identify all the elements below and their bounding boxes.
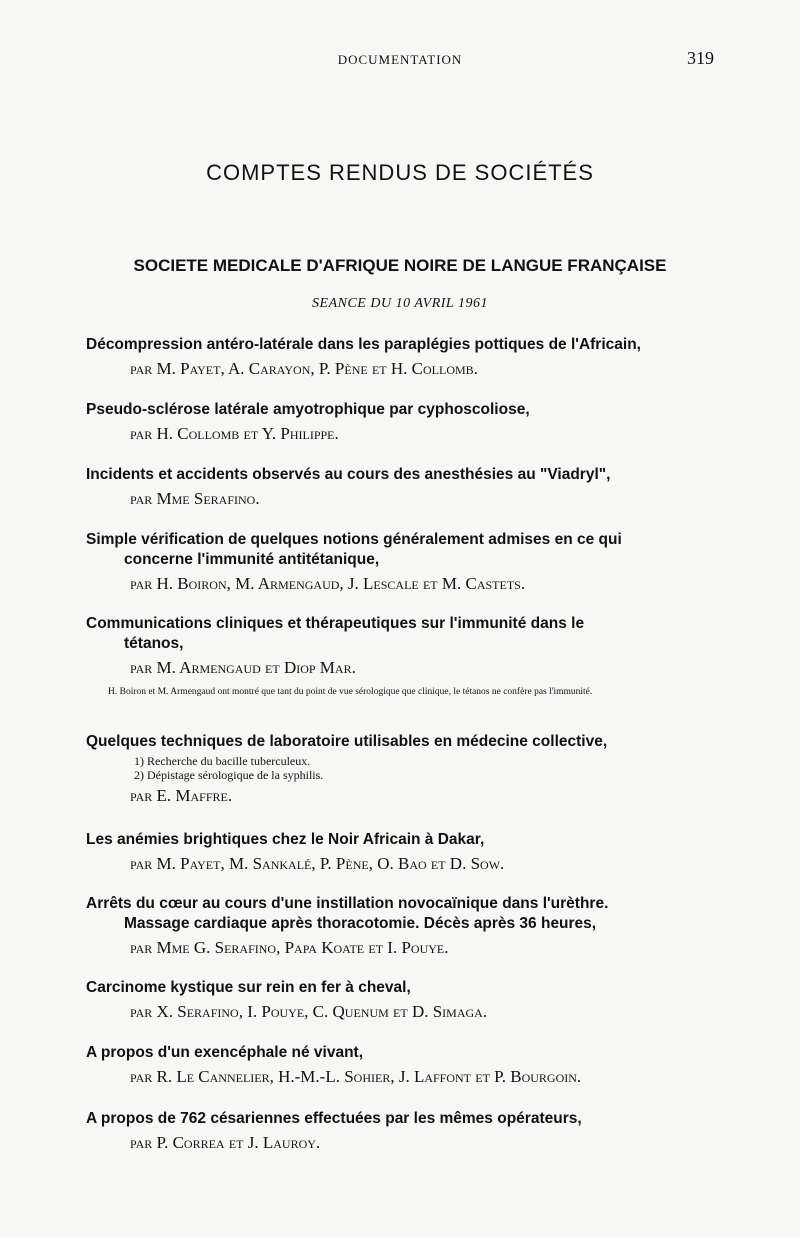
sub-item: 1) Recherche du bacille tuberculeux. (134, 754, 311, 768)
entry-title-line: tétanos, (124, 635, 184, 652)
entry (86, 465, 716, 511)
society-name: SOCIETE MEDICALE D'AFRIQUE NOIRE DE LANGUE FRANÇAISE (133, 256, 667, 275)
entry-authors: par M. Payet, A. Carayon, P. Pène et H. Collomb. (130, 359, 478, 378)
section-title: COMPTES RENDUS DE SOCIÉTÉS (206, 160, 594, 185)
entry-note-text: H. Boiron et M. Armengaud ont montré que tant du point de vue sérologique que clinique, le tétanos ne confère pas l'immunité. (108, 687, 593, 697)
entry-title (86, 530, 716, 570)
entry-sub-list (86, 754, 716, 782)
entry-title-line: A propos d'un exencéphale né vivant, (86, 1044, 364, 1061)
entry-title-line: Pseudo-sclérose latérale amyotrophique par cyphoscoliose, (86, 401, 530, 418)
entry-note (86, 686, 714, 698)
entry (86, 614, 716, 698)
entry (86, 1043, 716, 1089)
entry-authors: par Mme Serafino. (130, 489, 260, 508)
entry (86, 400, 716, 446)
entry-title (86, 732, 716, 752)
page-number: 319 (687, 48, 714, 68)
entry-title-line: Carcinome kystique sur rein en fer à cheval, (86, 979, 411, 996)
entry-title (86, 1043, 716, 1063)
entry-title-line: Simple vérification de quelques notions généralement admises en ce qui (86, 531, 622, 548)
entry-title (86, 978, 716, 998)
entry-authors: par X. Serafino, I. Pouye, C. Quenum et D. Simaga. (130, 1002, 488, 1021)
entry-title-line: concerne l'immunité antitétanique, (124, 551, 380, 568)
entry (86, 894, 716, 960)
entry-title-line: Massage cardiaque après thoracotomie. Décès après 36 heures, (124, 915, 597, 932)
entry-authors: par M. Armengaud et Diop Mar. (130, 658, 356, 677)
running-title: DOCUMENTATION (337, 52, 463, 67)
entry (86, 530, 716, 596)
entry (86, 1109, 716, 1155)
entry-authors: par P. Correa et J. Lauroy. (130, 1133, 321, 1152)
entry-title-line: Communications cliniques et thérapeutiques sur l'immunité dans le (86, 615, 585, 632)
entry-authors: par Mme G. Serafino, Papa Koate et I. Pouye. (130, 938, 449, 957)
entry-title (86, 830, 716, 850)
entry-title (86, 400, 716, 420)
entry (86, 978, 716, 1024)
entry-authors: par H. Boiron, M. Armengaud, J. Lescale et M. Castets. (130, 574, 526, 593)
entry-title-line: Incidents et accidents observés au cours des anesthésies au "Viadryl", (86, 466, 611, 483)
entry (86, 335, 716, 381)
entry (86, 732, 716, 808)
entry-title (86, 614, 716, 654)
entry-authors: par M. Payet, M. Sankalé, P. Pène, O. Bao et D. Sow. (130, 854, 505, 873)
entry-title-line: Décompression antéro-latérale dans les paraplégies pottiques de l'Africain, (86, 336, 641, 353)
entry-title-line: Arrêts du cœur au cours d'une instillation novocaïnique dans l'urèthre. (86, 895, 609, 912)
entry-title (86, 894, 716, 934)
entry-title-line: Les anémies brightiques chez le Noir Africain à Dakar, (86, 831, 485, 848)
entry-authors: par R. Le Cannelier, H.-M.-L. Sohier, J. Laffont et P. Bourgoin. (130, 1067, 582, 1086)
entry-title-line: Quelques techniques de laboratoire utilisables en médecine collective, (86, 733, 608, 750)
entry-authors: par E. Maffre. (130, 786, 233, 805)
entry (86, 830, 716, 876)
sub-item: 2) Dépistage sérologique de la syphilis. (134, 768, 324, 782)
entry-title (86, 335, 716, 355)
entry-title (86, 465, 716, 485)
entry-title-line: A propos de 762 césariennes effectuées par les mêmes opérateurs, (86, 1110, 582, 1127)
entry-authors: par H. Collomb et Y. Philippe. (130, 424, 339, 443)
entry-title (86, 1109, 716, 1129)
session-date: SEANCE DU 10 AVRIL 1961 (312, 296, 488, 311)
